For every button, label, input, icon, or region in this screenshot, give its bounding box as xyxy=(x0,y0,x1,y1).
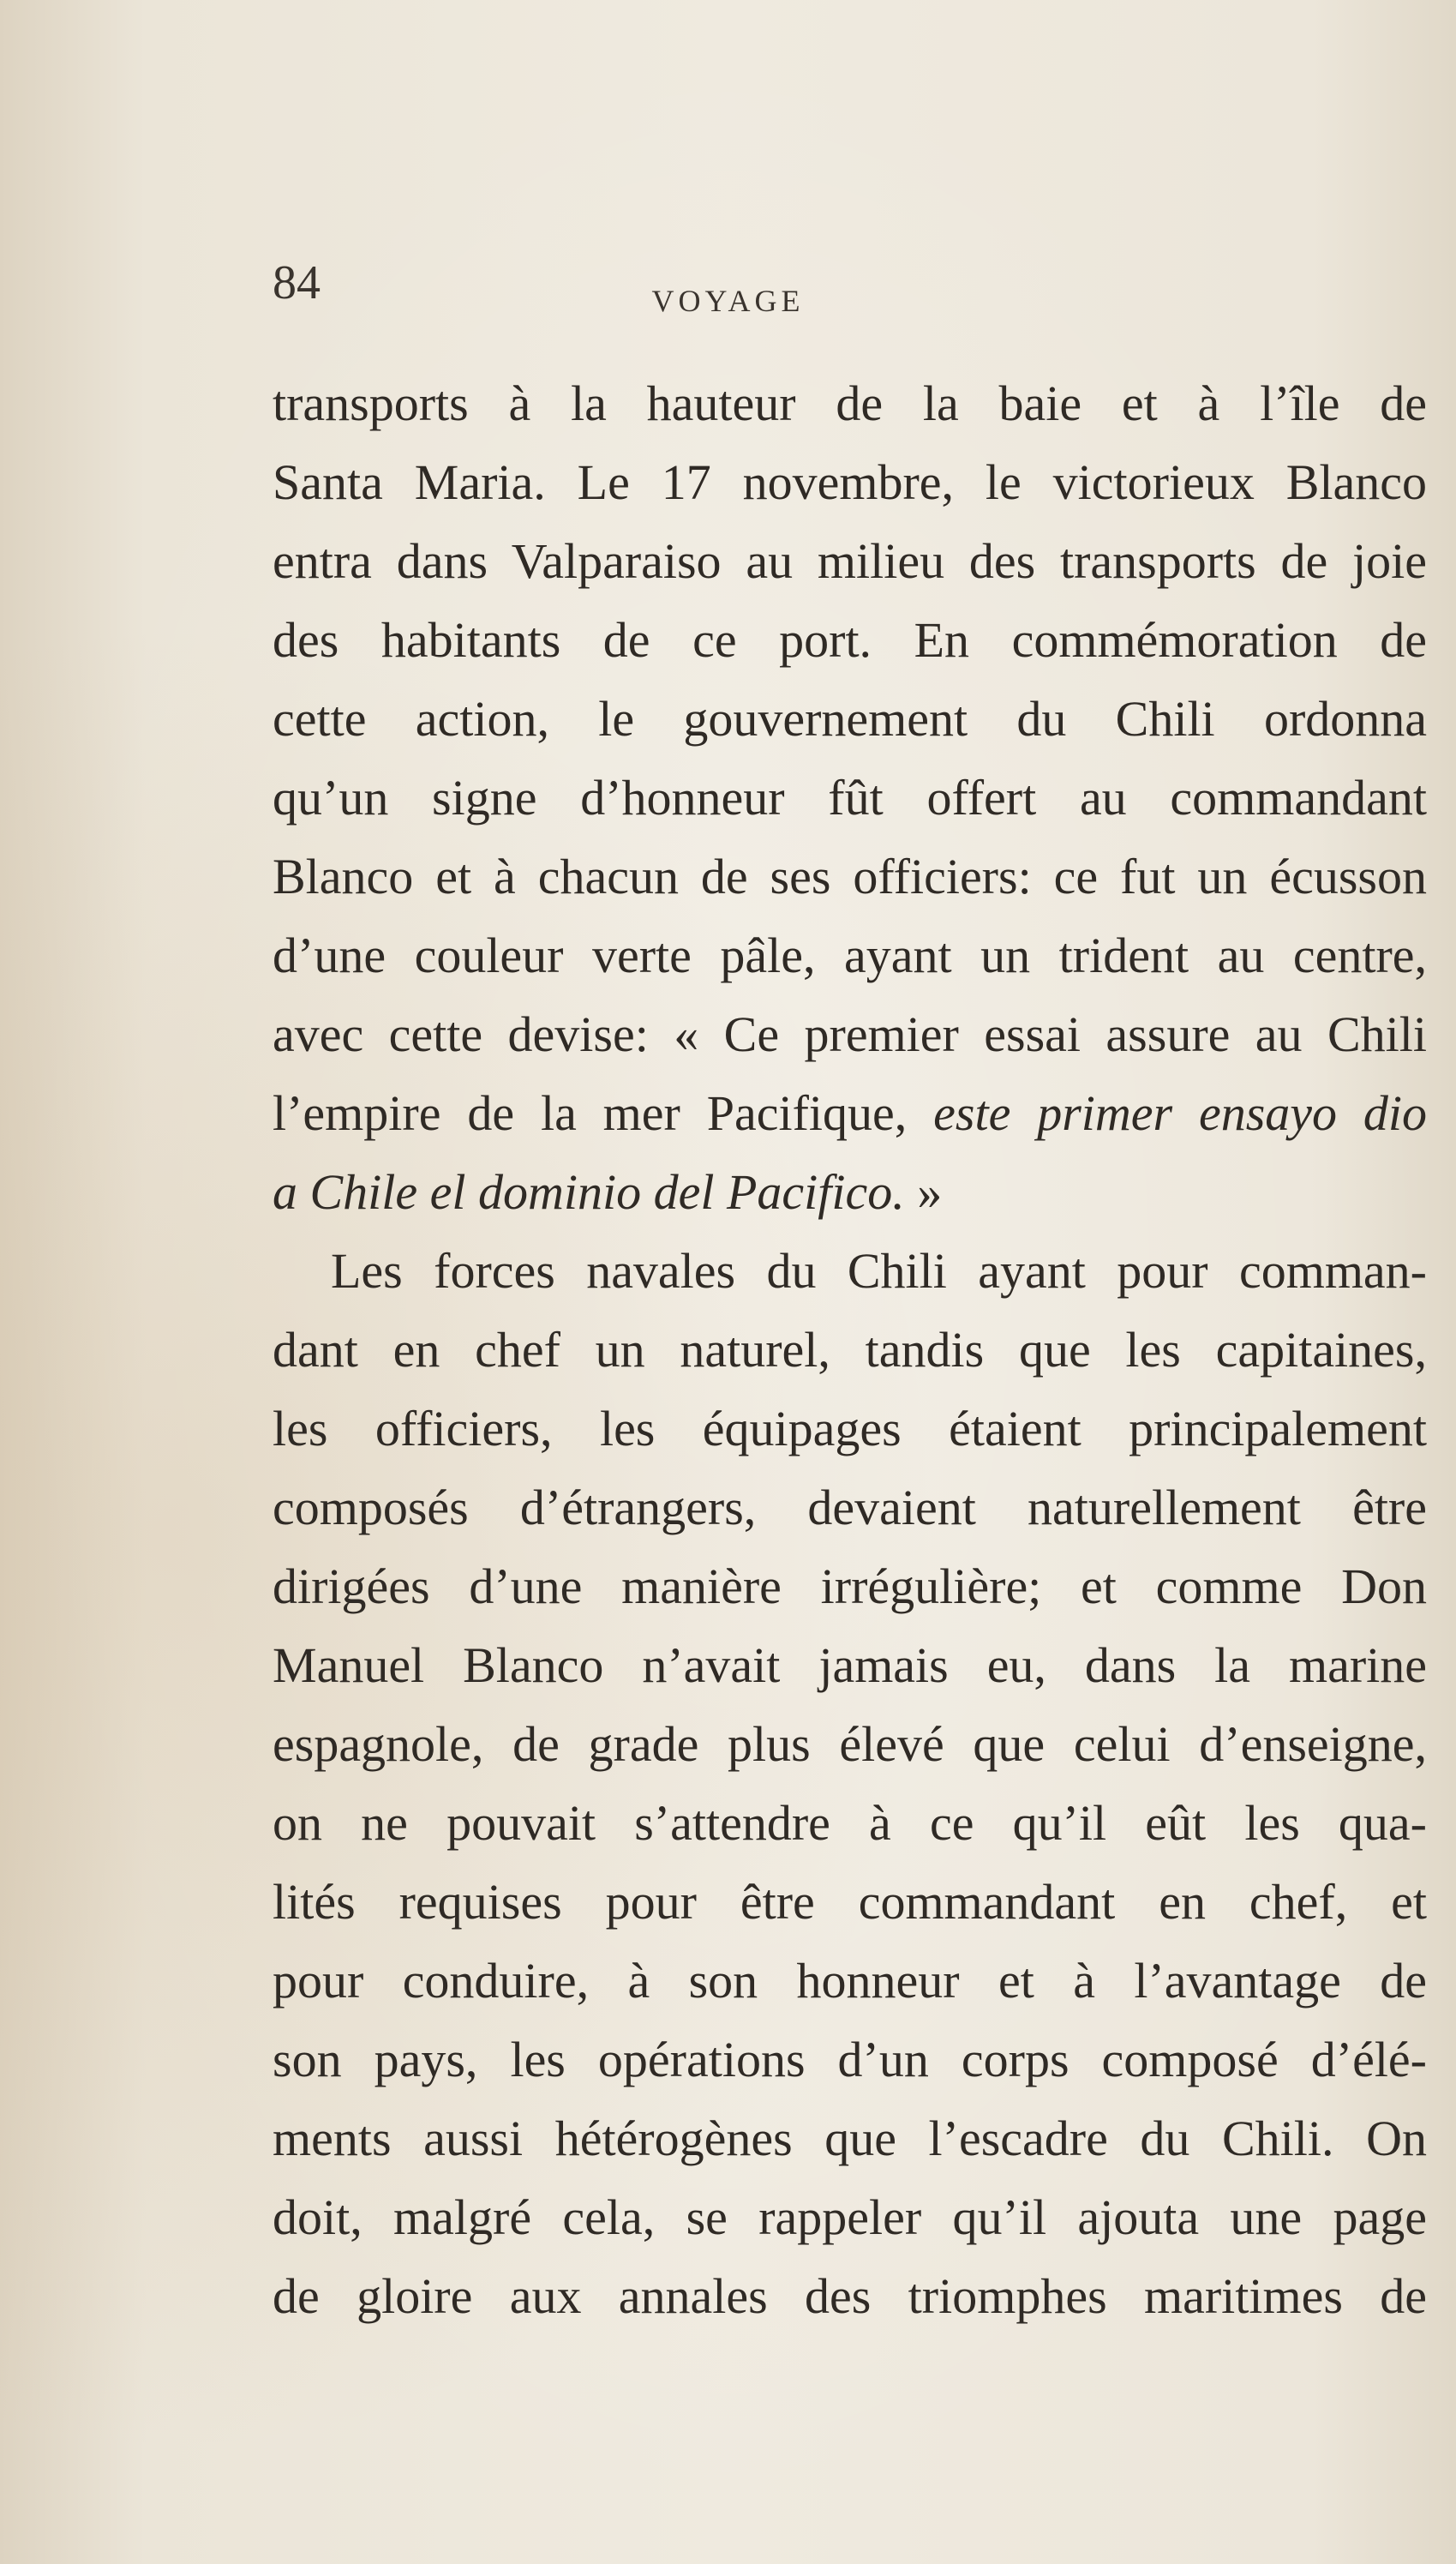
text-line: composés d’étrangers, devaient naturellement être xyxy=(273,1480,1427,1535)
text-line: Blanco et à chacun de ses officiers: ce fut un écusson xyxy=(273,849,1427,904)
text-line: l’empire de la mer Pacifique, este primer ensayo dio xyxy=(273,1085,1427,1141)
text-line: lités requises pour être commandant en chef, et xyxy=(273,1874,1427,1930)
text-line: on ne pouvait s’attendre à ce qu’il eût les qua- xyxy=(273,1795,1427,1851)
text-line: des habitants de ce port. En commémoration de xyxy=(273,612,1427,668)
text-line: ments aussi hétérogènes que l’escadre du Chili. On xyxy=(273,2111,1427,2166)
text-line: d’une couleur verte pâle, ayant un trident au centre, xyxy=(273,928,1427,983)
paragraph-start-line: Les forces navales du Chili ayant pour comman- xyxy=(331,1243,1427,1299)
text-line: a Chile el dominio del Pacifico. » xyxy=(273,1164,943,1220)
body-text xyxy=(273,364,1427,2336)
text-line: avec cette devise: « Ce premier essai assure au Chili xyxy=(273,1006,1427,1062)
text-line: dant en chef un naturel, tandis que les capitaines, xyxy=(273,1322,1427,1378)
spanish-quote: a Chile el dominio del Pacifico. xyxy=(273,1164,905,1220)
text-line: entra dans Valparaiso au milieu des transports de joie xyxy=(273,533,1427,589)
spanish-quote: este primer ensayo dio xyxy=(933,1085,1427,1141)
text-line: Santa Maria. Le 17 novembre, le victorieux Blanco xyxy=(273,454,1427,510)
text-line: de gloire aux annales des triomphes maritimes de xyxy=(273,2268,1427,2324)
text-line: son pays, les opérations d’un corps composé d’élé- xyxy=(273,2032,1427,2087)
text-line: doit, malgré cela, se rappeler qu’il ajouta une page xyxy=(273,2189,1427,2245)
running-head: VOYAGE xyxy=(651,284,805,318)
text-line: Manuel Blanco n’avait jamais eu, dans la marine xyxy=(273,1637,1427,1693)
text-line: espagnole, de grade plus élevé que celui d’enseigne, xyxy=(273,1716,1427,1772)
text-line: pour conduire, à son honneur et à l’avantage de xyxy=(273,1953,1427,2009)
page-number: 84 xyxy=(273,256,321,309)
text-line: transports à la hauteur de la baie et à l’île de xyxy=(273,375,1427,431)
text-line: dirigées d’une manière irrégulière; et comme Don xyxy=(273,1558,1427,1614)
text-line: cette action, le gouvernement du Chili ordonna xyxy=(273,691,1427,747)
text-line: les officiers, les équipages étaient principalement xyxy=(273,1401,1427,1456)
text-line: qu’un signe d’honneur fût offert au commandant xyxy=(273,770,1427,826)
